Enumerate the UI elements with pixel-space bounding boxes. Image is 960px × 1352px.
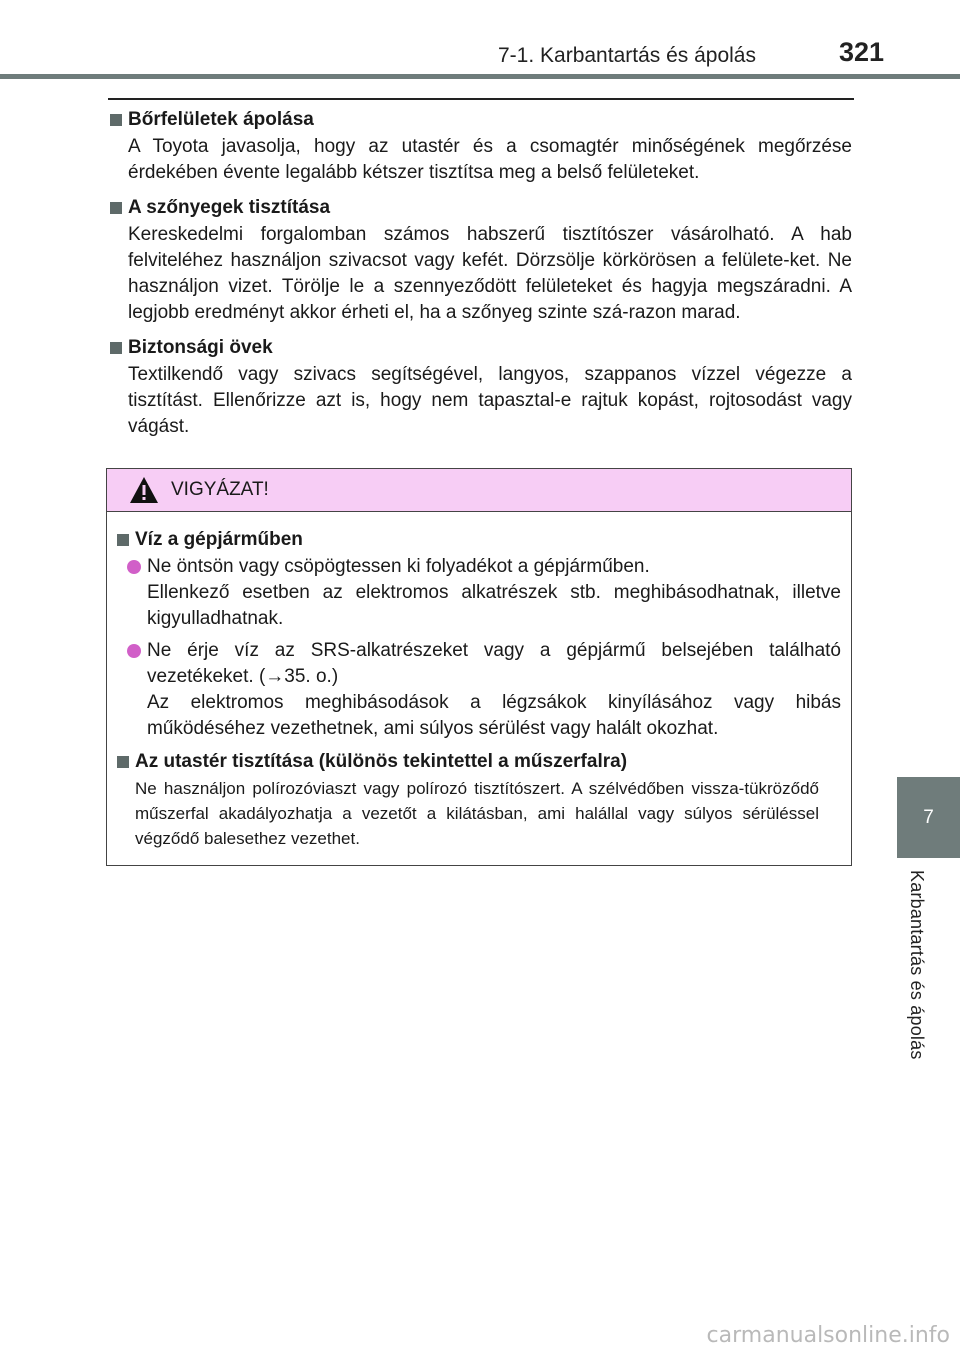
circle-bullet-icon — [127, 644, 141, 658]
chapter-number: 7 — [923, 806, 934, 828]
warning-body — [107, 512, 851, 851]
bullet-line: Az elektromos meghibásodások a légzsákok kinyílásához vagy hibás működéséhez vezethetnek, ami súlyos sérülést vagy halált okozhat. — [147, 692, 841, 739]
section-title: Bőrfelületek ápolása — [128, 109, 314, 130]
bullet-line: Ellenkező esetben az elektromos alkatrészek stb. meghibásodhatnak, illetve kigyulladhatnak. — [147, 582, 841, 629]
square-bullet-icon — [110, 114, 122, 126]
section-carpet-cleaning — [108, 194, 852, 326]
warning-header — [107, 469, 851, 512]
chapter-label: Karbantartás és ápolás — [907, 870, 927, 1060]
section-title: Biztonsági övek — [128, 337, 273, 358]
section-text: A Toyota javasolja, hogy az utastér és a csomagtér minőségének megőrzése érdekében évente legalább kétszer tisztítsa meg a belső felületeket. — [128, 136, 852, 183]
warning-triangle-icon — [129, 475, 159, 505]
page-number: 321 — [838, 37, 884, 67]
section-text: Kereskedelmi forgalomban számos habszerű tisztítószer vásárolható. A hab felviteléhez használjon szivacsot vagy kefét. Dörzsölje körkörösen a felülete-ket. Ne használjon vizet. Törölje le a szennyeződött felületeket és hagyja megszáradni. A legjobb eredményt akkor érheti el, ha a szőnyeg szinte szá-razon marad. — [128, 224, 852, 323]
warning-note-text: Ne használjon polírozóviaszt vagy polírozó tisztítószert. A szélvédőben vissza-tükröződő műszerfal akadályozhatja a vezetőt a kilátásban, ami halállal vagy súlyos sérüléssel végződő balesethez vezethet. — [135, 779, 819, 848]
section-leather-care — [108, 106, 852, 186]
square-bullet-icon — [110, 202, 122, 214]
square-bullet-icon — [117, 534, 129, 546]
top-rule — [108, 98, 854, 100]
section-text: Textilkendő vagy szivacs segítségével, langyos, szappanos vízzel végezze a tisztítást. Ellenőrizze azt is, hogy nem tapasztal-e rajtuk kopást, rojtosodást vagy vágást. — [128, 364, 852, 437]
section-seat-belts — [108, 334, 852, 440]
header-section-title: 7-1. Karbantartás és ápolás — [498, 44, 756, 67]
square-bullet-icon — [117, 756, 129, 768]
bullet-line: Ne érje víz az SRS-alkatrészeket vagy a gépjármű belsejében található vezetékeket. (→35. o.) — [147, 640, 841, 687]
warning-box — [106, 468, 852, 866]
warning-title: VIGYÁZAT! — [171, 479, 269, 500]
square-bullet-icon — [110, 342, 122, 354]
bullet-line: Ne öntsön vagy csöpögtessen ki folyadékot a gépjárműben. — [147, 556, 650, 577]
section-title: A szőnyegek tisztítása — [128, 197, 331, 218]
chapter-tab — [897, 777, 960, 858]
warning-subsection-title: Víz a gépjárműben — [115, 526, 841, 554]
circle-bullet-icon — [127, 560, 141, 574]
main-content — [108, 106, 852, 448]
warning-subsection-title: Az utastér tisztítása (különös tekintettel a műszerfalra) — [115, 748, 841, 776]
watermark: carmanualsonline.info — [706, 1323, 950, 1348]
warning-bullet — [127, 638, 841, 742]
warning-bullet — [127, 554, 841, 632]
header-bar — [0, 74, 960, 79]
